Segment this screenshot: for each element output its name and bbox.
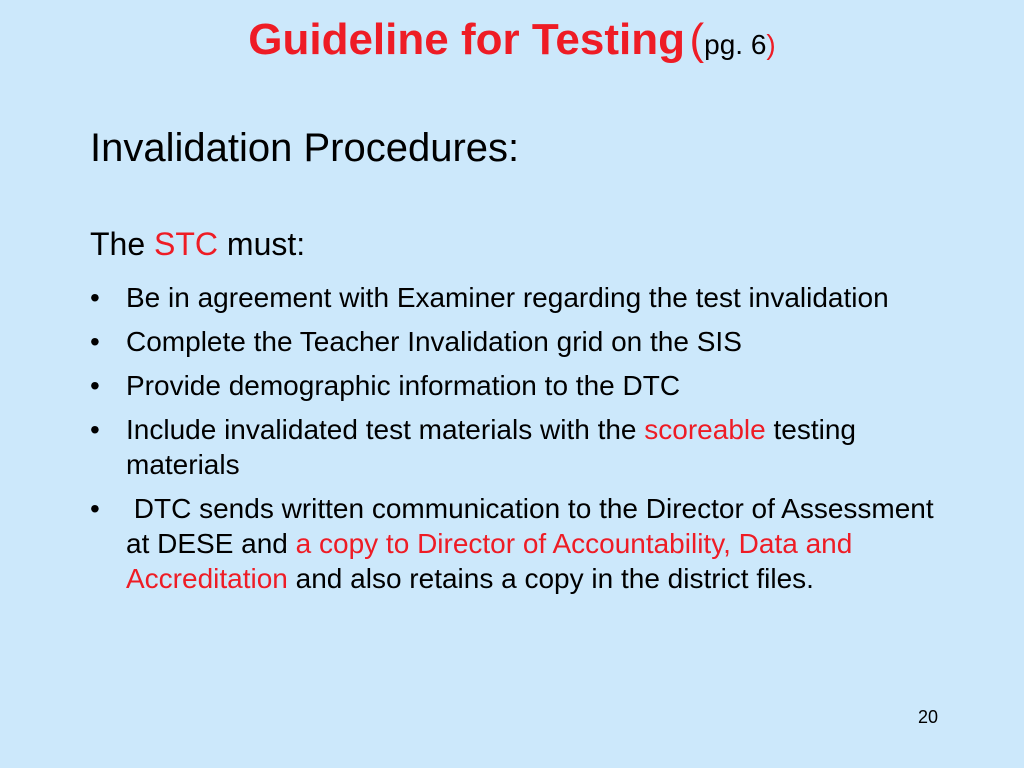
bullet-item-agreement [90,280,940,315]
bullet-text: Provide demographic information to the DTC [126,370,681,401]
bullet-highlight-scoreable: scoreable [644,414,766,445]
intro-prefix: The [90,226,155,262]
bullet-text-before: DTC sends written communication to the Director of Assessment at DESE and [126,493,942,559]
intro-suffix: must: [218,226,306,262]
slide-title [0,12,1024,78]
bullet-point-icon: • [90,414,100,445]
bullet-point-icon: • [90,282,100,313]
bullet-item-complete-grid [90,324,940,359]
title-paren-open: ( [689,15,705,64]
bullet-point-icon: • [90,493,100,524]
bullet-text: Be in agreement with Examiner regarding the test invalidation [126,282,889,313]
page-number: 20 [917,707,938,727]
bullet-item-include-materials [90,412,940,482]
intro-line [90,224,305,264]
title-page-reference: pg. 6 [704,29,767,60]
bullet-text: Complete the Teacher Invalidation grid on the SIS [126,326,742,357]
title-main-text: Guideline for Testing [248,15,686,64]
section-heading: Invalidation Procedures: [90,126,520,170]
bullet-list [90,280,940,605]
bullet-item-demographic [90,368,940,403]
bullet-text-after: and also retains a copy in the district files. [287,563,814,594]
bullet-text-before: Include invalidated test materials with the [126,414,645,445]
bullet-point-icon: • [90,326,100,357]
intro-highlight-stc: STC [154,226,219,262]
title-paren-close: ) [766,29,776,60]
bullet-point-icon: • [90,370,100,401]
bullet-text-after: testing materials [126,414,856,480]
bullet-item-dtc-communication [90,491,940,596]
bullet-highlight-copy-director: a copy to Director of Accountability, Data and Accreditation [126,528,853,594]
